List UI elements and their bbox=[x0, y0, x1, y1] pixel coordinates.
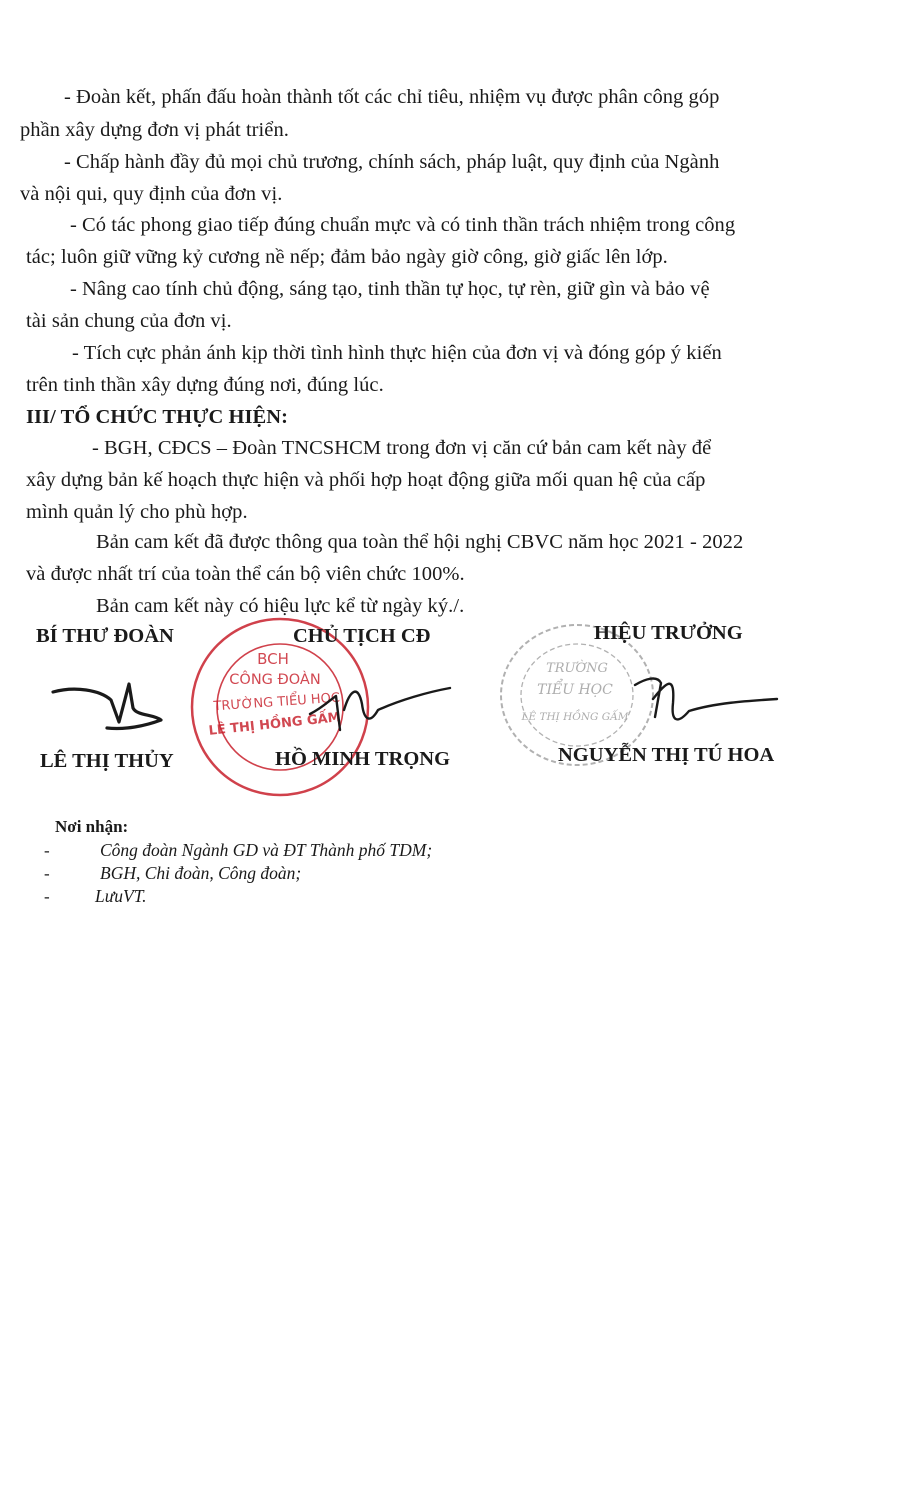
recipient-bullet: - bbox=[44, 841, 50, 860]
section-heading: III/ TỔ CHỨC THỰC HIỆN: bbox=[26, 406, 288, 428]
school-stamp-line2: TIỂU HỌC bbox=[537, 682, 613, 698]
body-line-8: tài sản chung của đơn vị. bbox=[26, 310, 232, 332]
union-stamp-line4: LÊ THỊ HỒNG GẤM bbox=[207, 710, 342, 739]
left-signature-mark bbox=[45, 678, 185, 738]
body-line-4: và nội qui, quy định của đơn vị. bbox=[20, 183, 283, 205]
right-signature-mark bbox=[615, 655, 785, 735]
middle-signature-mark bbox=[300, 670, 460, 750]
school-stamp-line1: TRƯỜNG bbox=[546, 661, 608, 676]
body-line-9: - Tích cực phản ánh kịp thời tình hình thực hiện của đơn vị và đóng góp ý kiến bbox=[72, 342, 722, 364]
recipients-title: Nơi nhận: bbox=[55, 817, 129, 836]
recipient-item-3: LưuVT. bbox=[95, 886, 147, 906]
section-line-5: và được nhất trí của toàn thể cán bộ viên chức 100%. bbox=[26, 563, 465, 585]
section-line-6: Bản cam kết này có hiệu lực kể từ ngày ký./. bbox=[96, 595, 465, 617]
body-line-5: - Có tác phong giao tiếp đúng chuẩn mực và có tinh thần trách nhiệm trong công bbox=[70, 214, 736, 236]
school-stamp-line3: LÊ THỊ HỒNG GẤM bbox=[521, 711, 629, 723]
section-line-1: - BGH, CĐCS – Đoàn TNCSHCM trong đơn vị căn cứ bản cam kết này để bbox=[92, 437, 712, 459]
body-line-2: phần xây dựng đơn vị phát triển. bbox=[20, 119, 289, 141]
section-line-4: Bản cam kết đã được thông qua toàn thể hội nghị CBVC năm học 2021 - 2022 bbox=[96, 531, 744, 553]
body-line-7: - Nâng cao tính chủ động, sáng tạo, tinh thần tự học, tự rèn, giữ gìn và bảo vệ bbox=[70, 278, 710, 300]
middle-signature-name: HỒ MINH TRỌNG bbox=[275, 748, 451, 770]
middle-signature-title: CHỦ TỊCH CĐ bbox=[293, 625, 431, 647]
section-line-2: xây dựng bản kế hoạch thực hiện và phối hợp hoạt động giữa mối quan hệ của cấp bbox=[26, 469, 706, 491]
recipient-bullet: - bbox=[44, 864, 50, 883]
union-stamp-line3: TRƯỜNG TIỂU HỌC bbox=[213, 690, 341, 715]
left-signature-title: BÍ THƯ ĐOÀN bbox=[36, 625, 174, 647]
body-line-10: trên tinh thần xây dựng đúng nơi, đúng lúc. bbox=[26, 374, 384, 396]
body-line-1: - Đoàn kết, phấn đấu hoàn thành tốt các chỉ tiêu, nhiệm vụ được phân công góp bbox=[64, 86, 720, 108]
body-line-6: tác; luôn giữ vững kỷ cương nề nếp; đảm bảo ngày giờ công, giờ giấc lên lớp. bbox=[26, 246, 668, 268]
section-line-3: mình quản lý cho phù hợp. bbox=[26, 501, 248, 523]
union-stamp-line2: CÔNG ĐOÀN bbox=[229, 672, 321, 688]
union-stamp-line1: BCH bbox=[257, 650, 289, 668]
recipient-bullet: - bbox=[44, 887, 50, 906]
recipient-item-1: Công đoàn Ngành GD và ĐT Thành phố TDM; bbox=[100, 840, 433, 860]
right-signature-name: NGUYỄN THỊ TÚ HOA bbox=[558, 744, 775, 766]
left-signature-name: LÊ THỊ THỦY bbox=[40, 750, 174, 772]
body-line-3: - Chấp hành đầy đủ mọi chủ trương, chính sách, pháp luật, quy định của Ngành bbox=[64, 151, 720, 173]
right-signature-title: HIỆU TRƯỞNG bbox=[594, 622, 743, 644]
recipient-item-2: BGH, Chi đoàn, Công đoàn; bbox=[100, 863, 302, 883]
